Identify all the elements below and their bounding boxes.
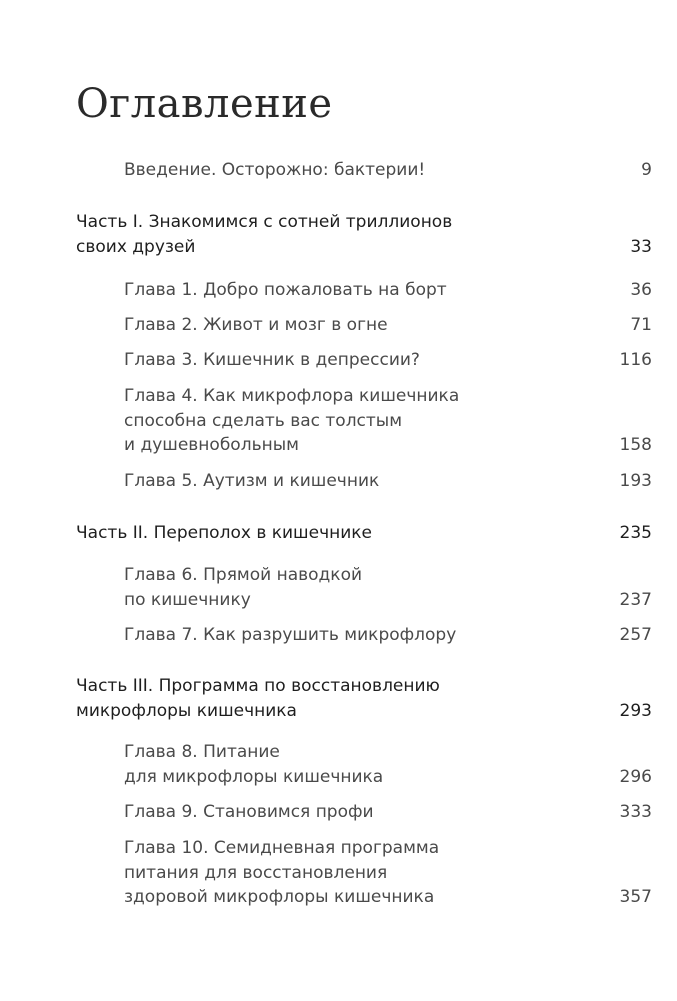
toc-entry-part-1[interactable] — [76, 210, 652, 259]
entry-label: Глава 8. Питание для микрофлоры кишечника — [124, 742, 384, 787]
entry-label: Глава 1. Добро пожаловать на борт — [124, 280, 447, 300]
entry-page-number: 333 — [619, 802, 652, 822]
toc-entry-chapter-3[interactable] — [124, 348, 652, 373]
entry-label: Глава 2. Живот и мозг в огне — [124, 315, 388, 335]
entry-page-number: 237 — [619, 589, 652, 610]
entry-page-number: 357 — [619, 887, 652, 907]
entry-label: Введение. Осторожно: бактерии! — [124, 160, 426, 180]
entry-page-number: 293 — [619, 700, 652, 721]
toc-entry-chapter-5[interactable] — [124, 469, 652, 494]
entry-label: Глава 5. Аутизм и кишечник — [124, 471, 380, 491]
entry-page-number: 296 — [619, 766, 652, 787]
entry-page-number: 36 — [630, 280, 652, 300]
entry-label: Глава 10. Семидневная программа питания для восстановления здоровой микрофлоры кишечника — [124, 838, 440, 907]
toc-entry-chapter-4[interactable] — [124, 384, 652, 458]
toc-entry-chapter-9[interactable] — [124, 800, 652, 825]
entry-page-number: 71 — [630, 315, 652, 335]
toc-entry-part-2[interactable] — [76, 521, 652, 546]
entry-page-number: 193 — [619, 471, 652, 491]
toc-entry-chapter-6[interactable] — [124, 563, 652, 612]
entry-page-number: 33 — [630, 236, 652, 257]
toc-entry-chapter-7[interactable] — [124, 623, 652, 648]
toc-entry-part-3[interactable] — [76, 674, 652, 723]
entry-label: Часть III. Программа по восстановлению микрофлоры кишечника — [76, 676, 440, 721]
toc-entry-introduction[interactable] — [124, 158, 652, 183]
entry-label: Глава 3. Кишечник в депрессии? — [124, 350, 420, 370]
toc-entry-chapter-2[interactable] — [124, 313, 652, 338]
entry-label: Глава 9. Становимся профи — [124, 802, 374, 822]
entry-page-number: 9 — [641, 160, 652, 180]
entry-page-number: 116 — [619, 350, 652, 370]
entry-label: Часть I. Знакомимся с сотней триллионов своих друзей — [76, 212, 453, 257]
entry-page-number: 235 — [619, 523, 652, 543]
toc-entry-chapter-1[interactable] — [124, 278, 652, 303]
entry-label: Глава 4. Как микрофлора кишечника способна сделать вас толстым и душевнобольным — [124, 386, 460, 455]
entry-label: Часть II. Переполох в кишечнике — [76, 523, 373, 543]
toc-entry-chapter-8[interactable] — [124, 740, 652, 789]
entry-label: Глава 6. Прямой наводкой по кишечнику — [124, 565, 363, 610]
toc-entry-chapter-10[interactable] — [124, 836, 652, 910]
page-title: Оглавление — [76, 81, 333, 127]
entry-page-number: 257 — [619, 625, 652, 645]
entry-page-number: 158 — [619, 435, 652, 455]
entry-label: Глава 7. Как разрушить микрофлору — [124, 625, 457, 645]
